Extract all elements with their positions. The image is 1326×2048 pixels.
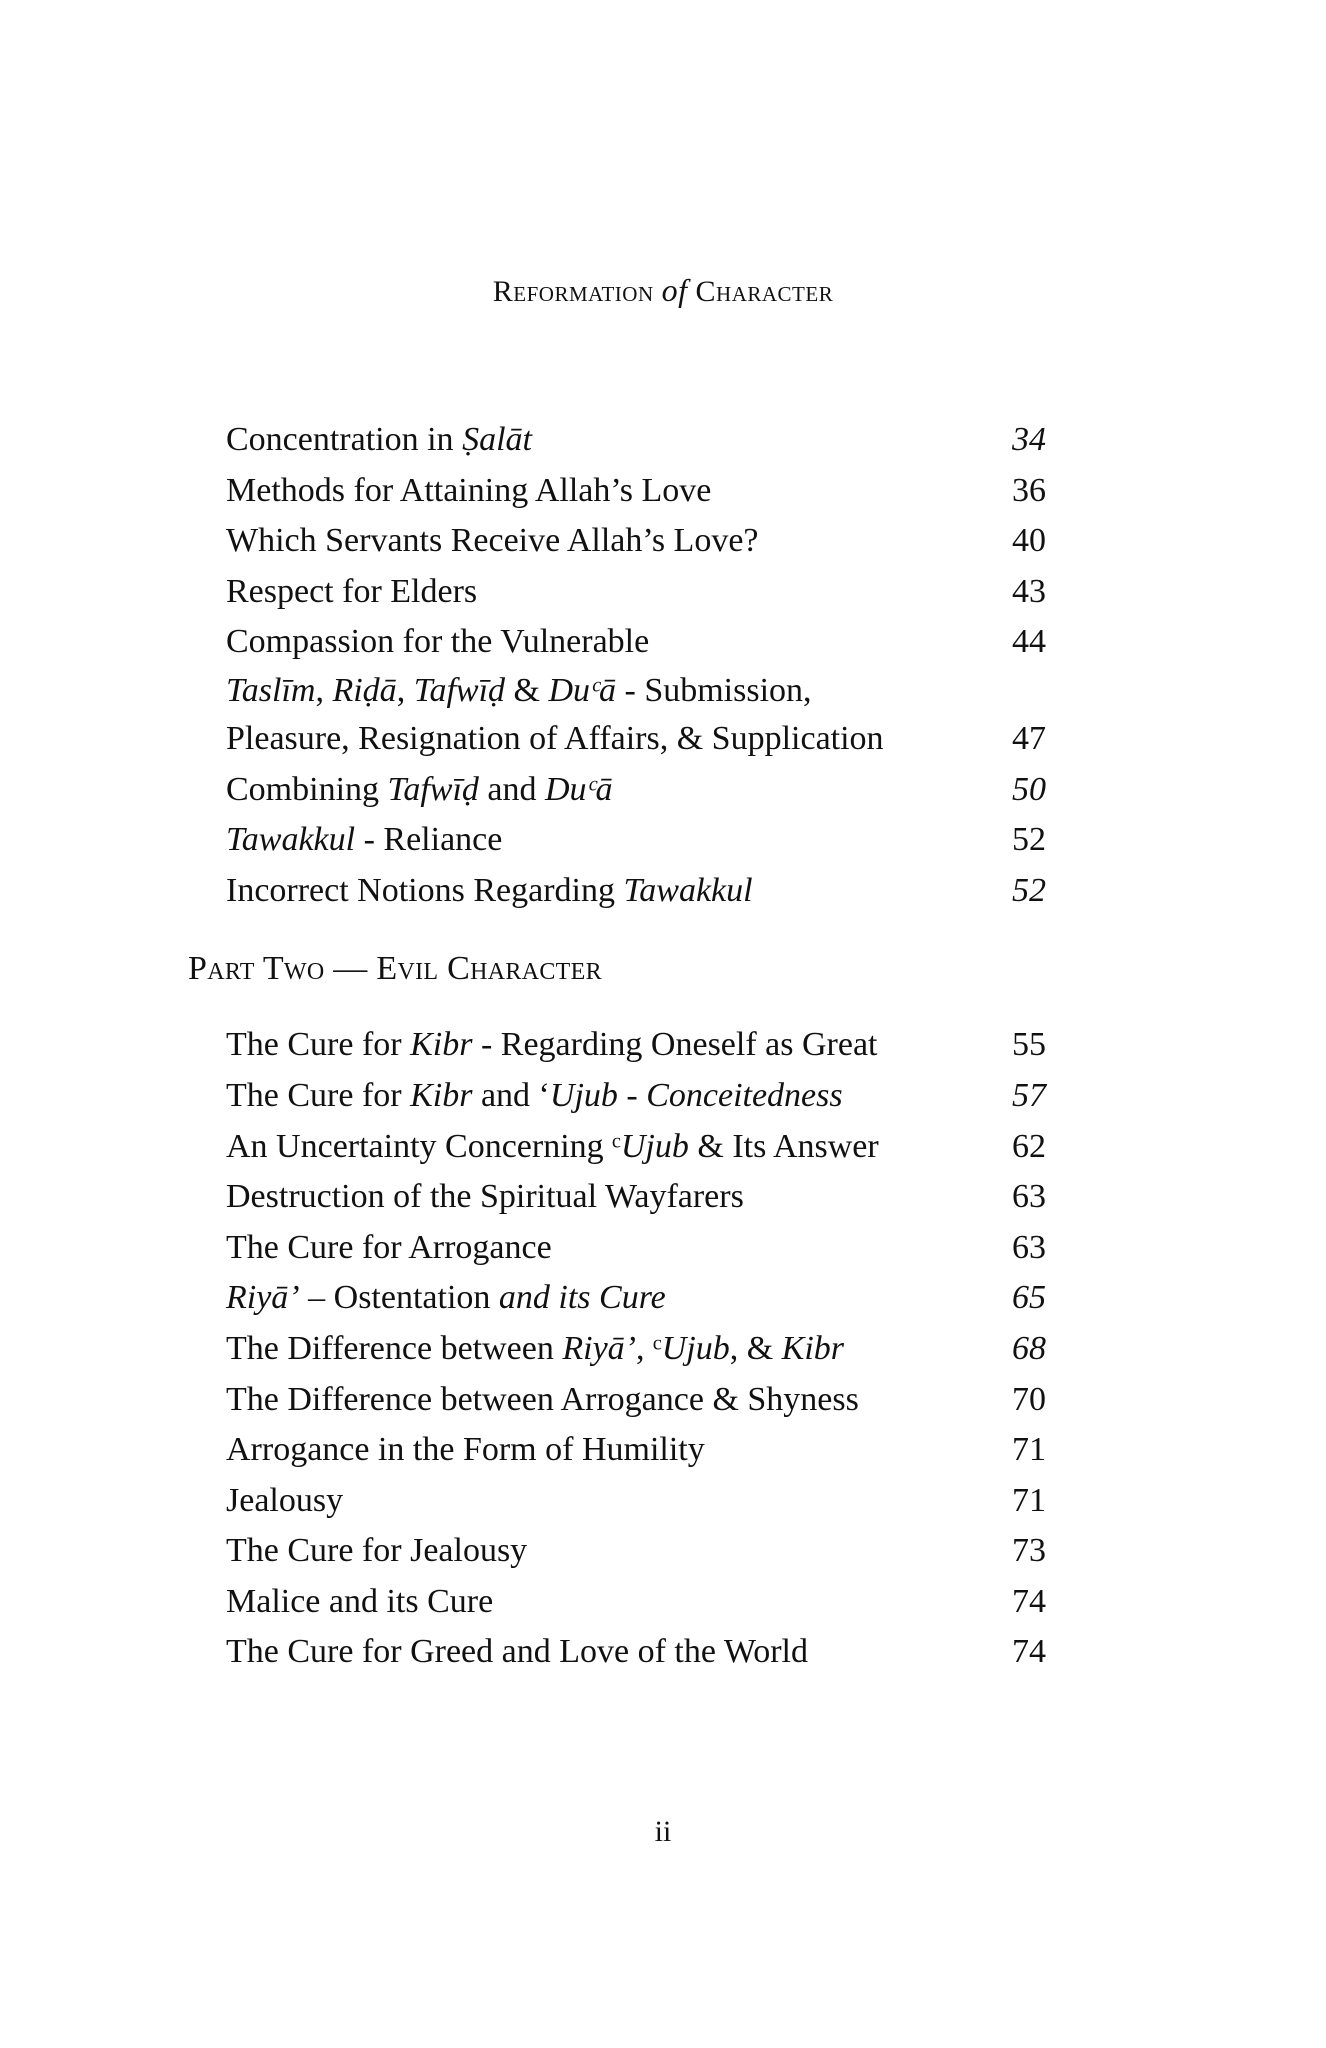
toc-entry[interactable] [226,1375,1046,1426]
italic-term: Riyā’ [226,1279,300,1317]
title-text: Combining [226,770,388,808]
title-text: - Regarding Oneself as Great [472,1026,878,1064]
toc-entry-page: 36 [1012,471,1046,509]
toc-entry-title-line2 [226,714,884,765]
toc-entry-title [226,1223,552,1274]
toc-entry-page: 47 [1012,719,1046,757]
italic-term: Ujub - Conceitedness [549,1076,843,1114]
italic-term: Tafwīḍ [413,671,506,709]
toc-entry-page: 71 [1012,1431,1046,1469]
toc-entry-page: 65 [1012,1279,1046,1317]
italic-term: Kibr [410,1026,473,1064]
title-text: , ᶜ [636,1329,662,1367]
table-of-contents [188,415,1046,1678]
toc-entry[interactable] [226,1223,1046,1274]
toc-entry-title [226,1020,877,1071]
italic-term: Duᶜā [544,770,613,808]
toc-entry-page: 70 [1012,1380,1046,1418]
toc-entry-title [226,466,711,517]
part-two-heading[interactable]: Part Two — Evil Character [188,950,602,988]
toc-entry[interactable] [226,765,1046,816]
toc-entry-page: 52 [1012,821,1046,859]
toc-entry-page: 74 [1012,1582,1046,1620]
title-text: Jealousy [226,1481,344,1519]
toc-entry[interactable] [226,1476,1046,1527]
italic-term: Kibr [410,1076,473,1114]
title-text: and [478,770,545,808]
italic-term: Tawakkul [226,821,356,859]
toc-entry-title [226,1071,843,1122]
toc-entry[interactable] [226,1577,1046,1628]
toc-entry[interactable] [226,617,1046,668]
title-text: and ‘ [472,1076,550,1114]
title-text: Methods for Attaining Allah’s Love [226,471,712,509]
running-head [0,272,1326,309]
italic-term: Kibr [781,1329,845,1367]
toc-entry-page: 68 [1012,1329,1046,1367]
toc-entry-title [226,1476,343,1527]
toc-entry-page: 43 [1012,572,1046,610]
toc-entry[interactable] [226,1324,1046,1375]
toc-entry-title [226,1273,666,1324]
toc-entry[interactable] [226,866,1046,917]
toc-entry-title-line1 [226,668,1046,714]
toc-entry-title [226,1172,744,1223]
toc-entry-title [226,1577,493,1628]
italic-term: Taslīm [226,671,316,709]
title-text: Which Servants Receive Allah’s Love? [226,522,759,560]
title-text: Malice and its Cure [226,1582,494,1620]
toc-entry-title [226,516,759,567]
toc-entry-title [226,765,612,816]
toc-entry-title [226,1526,527,1577]
title-text: , [396,671,414,709]
title-text: Pleasure, Resignation of Affairs, & Supplication [226,719,884,757]
title-text: Compassion for the Vulnerable [226,623,650,661]
title-text: The Cure for [226,1076,411,1114]
toc-entry-page: 34 [1012,421,1046,458]
title-text: The Cure for Jealousy [226,1532,528,1570]
toc-entry-page: 52 [1012,871,1046,909]
title-text: The Cure for Arrogance [226,1228,552,1266]
toc-entry-title [226,1425,705,1476]
italic-term: and its Cure [498,1279,666,1317]
title-text: The Cure for [226,1026,411,1064]
running-head-connector: of [661,272,688,308]
toc-entry-title [226,415,532,466]
toc-entry-page: 62 [1012,1127,1046,1165]
toc-entry[interactable] [226,1172,1046,1223]
toc-entry[interactable] [226,516,1046,567]
toc-entry[interactable] [226,1273,1046,1324]
toc-entry-page: 63 [1012,1228,1046,1266]
toc-entry[interactable] [226,466,1046,517]
toc-entry[interactable] [226,1122,1046,1173]
toc-entry-page: 55 [1012,1026,1046,1064]
title-text: & [505,671,549,709]
toc-entry-page: 57 [1012,1076,1046,1114]
italic-term: Ṣalāt [462,421,532,458]
running-head-part1: Reformation [492,275,654,308]
toc-entry-page: 40 [1012,522,1046,560]
title-text: & Its Answer [688,1127,879,1165]
toc-entry[interactable] [226,1020,1046,1071]
toc-entry[interactable] [226,668,1046,765]
part-one-entries [226,415,1046,668]
part-two-entries [226,1020,1046,1678]
italic-term: Riyā’ [562,1329,636,1367]
toc-entry-title [226,1627,808,1678]
toc-entry[interactable] [226,567,1046,618]
title-text: Destruction of the Spiritual Wayfarers [226,1178,744,1216]
title-text: , [315,671,333,709]
title-text: , & [729,1329,782,1367]
title-text: Respect for Elders [226,572,478,610]
italic-term: Riḍā [332,671,397,709]
italic-term: Ujub [620,1127,689,1165]
toc-entry-title [226,1122,879,1173]
toc-entry-page: 44 [1012,623,1046,661]
toc-entry[interactable] [226,415,1046,466]
running-head-part2: Character [695,275,834,308]
toc-entry-page: 74 [1012,1633,1046,1671]
title-text: - Reliance [355,821,503,859]
toc-entry-title [226,1375,859,1426]
title-text: Arrogance in the Form of Humility [226,1431,705,1469]
toc-entry-title [226,567,477,618]
toc-entry[interactable] [226,1071,1046,1122]
title-text: An Uncertainty Concerning ᶜ [226,1127,621,1165]
title-text: The Cure for Greed and Love of the World [226,1633,808,1671]
toc-entry-page: 73 [1012,1532,1046,1570]
toc-entry-title [226,617,649,668]
toc-entry-page: 50 [1012,770,1046,808]
title-text: The Difference between [226,1329,563,1367]
toc-entry-title [226,866,753,917]
italic-term: Tawakkul [623,871,753,909]
toc-entry-title [226,815,502,866]
title-text: Concentration in [226,421,463,458]
part-one-entries-continued [226,765,1046,917]
italic-term: Ujub [661,1329,730,1367]
toc-entry-page: 63 [1012,1178,1046,1216]
toc-entry[interactable] [226,1425,1046,1476]
title-text: The Difference between Arrogance & Shyness [226,1380,859,1418]
page-number: ii [654,1815,672,1848]
title-text: – Ostentation [299,1279,499,1317]
toc-entry-title [226,1324,844,1375]
title-text: - Submission, [616,671,812,709]
italic-term: Tafwīḍ [387,770,479,808]
italic-term: Duᶜā [548,671,616,709]
title-text: Incorrect Notions Regarding [226,871,624,909]
toc-entry[interactable] [226,1627,1046,1678]
toc-entry[interactable] [226,1526,1046,1577]
toc-entry-page: 71 [1012,1481,1046,1519]
toc-entry[interactable] [226,815,1046,866]
